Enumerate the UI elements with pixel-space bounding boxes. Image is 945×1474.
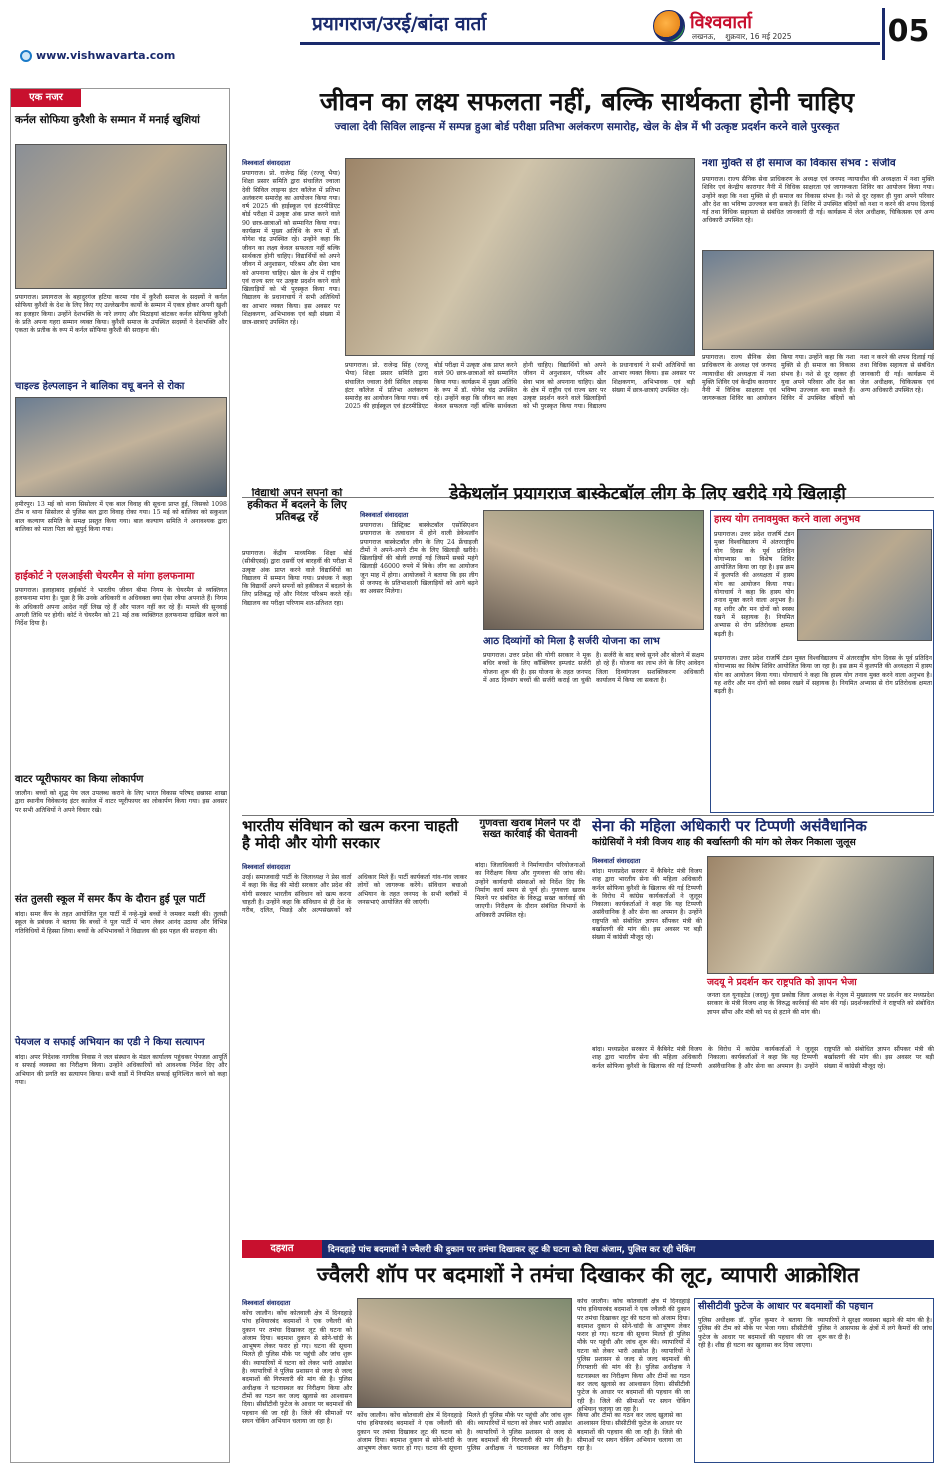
cctv-headline: सीसीटीवी फुटेज के आधार पर बदमाशों की पहचान (698, 1301, 874, 1312)
sofia-photo (15, 144, 227, 289)
sena-photo (707, 856, 934, 974)
lic-headline: हाईकोर्ट ने एलआईसी चेयरमैन से मांगा हलफनामा (15, 571, 195, 582)
hasya-headline: हास्य योग तनावमुक्त करने वाला अनुभव (714, 514, 861, 525)
jewellery-photo (357, 1298, 572, 1408)
basketball-headline: डेकेथलॉन प्रयागराज बास्केटबॉल लीग के लिए खरीदे गये खिलाड़ी (449, 484, 846, 504)
sena-story (592, 818, 934, 1220)
basketball-photo (483, 510, 704, 630)
lead-body-1: प्रयागराज। प्रो. राजेन्द्र सिंह (रज्जू भैया) शिक्षा प्रसार समिति द्वारा संचालित ज्वाला देवी सिविल लाइन्स इंटर कॉलेज में प्रतिभा अलंकरण समारोह का आयोजन किया गया। वर्ष 2025 की हाईस्कूल एवं इंटरमीडिएट बोर्ड परीक्षा में उत्कृष्ट अंक प्राप्त करने वाले 90 छात्र-छात्राओं को सम्मानित किया गया। कार्यक्रम में मुख्य अतिथि के रूप में डॉ. योगेश चंद्र उपस्थित रहे। उन्होंने कहा कि जीवन का लक्ष्य केवल सफलता नहीं बल्कि सार्थकता होनी चाहिए। विद्यार्थियों को अपने जीवन में अनुशासन, परिश्रम और सेवा भाव को अपनाना चाहिए। खेल के क्षेत्र में राष्ट्रीय एवं राज्य स्तर पर उत्कृष्ट प्रदर्शन करने वाले खिलाड़ियों को भी पुरस्कृत किया गया। विद्यालय के प्रधानाचार्य ने सभी अतिथियों का आभार व्यक्त किया। इस अवसर पर शिक्षकगण, अभिभावक एवं बड़ी संख्या में छात्र-छात्राएं उपस्थित रहे। (242, 170, 340, 327)
cctv-box (694, 1298, 934, 1463)
hasya-box (710, 510, 934, 813)
lead-headline: जीवन का लक्ष्य सफलता नहीं, बल्कि सार्थकता होनी चाहिए (319, 87, 855, 116)
water-supply-body: बांदा। अपर निदेशक नागरिक निवास ने जल संस्थान के मंडल कार्यालय पहुंचकर पेयजल आपूर्ति व सफाई व्यवस्था का निरीक्षण किया। उन्होंने अधिकारियों को आवश्यक निर्देश दिए और अभियान की प्रगति का सत्यापन किया। सभी वार्डों में नियमित सफाई सुनिश्चित करने को कहा गया। (15, 1054, 227, 1086)
issue-date: लखनऊ, शुक्रवार, 16 मई 2025 (692, 32, 792, 41)
surgery-headline: आठ दिव्यांगों को मिला है सर्जरी योजना का लाभ (483, 636, 660, 647)
gunvatta-body: बांदा। जिलाधिकारी ने निर्माणाधीन परियोजनाओं का निरीक्षण किया और गुणवत्ता की जांच की। उन्होंने कार्यदायी संस्थाओं को निर्देश दिए कि निर्माण कार्य समय से पूर्ण हो। गुणवत्ता खराब मिलने पर संबंधित के विरुद्ध सख्त कार्रवाई की जाएगी। निरीक्षण के दौरान संबंधित विभागों के अधिकारी उपस्थित रहे। (475, 862, 585, 919)
section-title: प्रयागराज/उरई/बांदा वार्ता (312, 13, 487, 35)
left-column (10, 88, 230, 1463)
jewellery-body-1: कोंच जालौन। कोंच कोतवाली क्षेत्र में दिनदहाड़े पांच हथियारबंद बदमाशों ने एक ज्वैलरी की दुकान पर तमंचा दिखाकर लूट की घटना को अंजाम दिया। बदमाश दुकान से सोने-चांदी के आभूषण लेकर फरार हो गए। घटना की सूचना मिलते ही पुलिस मौके पर पहुंची और जांच शुरू की। व्यापारियों में घटना को लेकर भारी आक्रोश है। व्यापारियों ने पुलिस प्रशासन से जल्द से जल्द बदमाशों की गिरफ्तारी की मांग की है। पुलिस अधीक्षक ने घटनास्थल का निरीक्षण किया और टीमों का गठन कर जल्द खुलासे का आश्वासन दिया। सीसीटीवी फुटेज के आधार पर बदमाशों की पहचान की जा रही है। जिले की सीमाओं पर सघन चेकिंग अभियान चलाया जा रहा है। (242, 1310, 352, 1425)
sena-byline: विश्ववार्ता संवाददाता (592, 857, 641, 865)
nasha-headline: नशा मुक्ति से ही समाज का विकास संभव : संजीव (702, 158, 896, 169)
jdu-body: जनता दल यूनाइटेड (जदयू) युवा प्रकोष्ठ जिला अध्यक्ष के नेतृत्व में मुख्यालय पर प्रदर्शन कर मध्यप्रदेश सरकार के मंत्री विजय शाह के विरुद्ध कार्रवाई की मांग की गई। प्रदर्शनकारियों ने राष्ट्रपति को संबोधित ज्ञापन सौंपा और मंत्री को पद से हटाने की मांग की। (707, 992, 934, 1016)
basketball-body: प्रयागराज। डिस्ट्रिक्ट बास्केटबॉल एसोसिएशन प्रयागराज के तत्वाधान में होने वाली डेकेथलॉन प्रयागराज बास्केटबॉल लीग के लिए 24 फ्रेंचाइजी टीमों ने अपने-अपने टीम के लिए खिलाड़ी खरीदे। खिलाड़ियों की बोली लगाई गई जिसमें सबसे महंगे खिलाड़ी 46000 रुपये में बिके। लीग का आयोजन जून माह में होगा। आयोजकों ने बताया कि इस लीग से जनपद के प्रतिभाशाली खिलाड़ियों को आगे बढ़ने का अवसर मिलेगा। (360, 522, 478, 596)
nasha-photo (702, 250, 934, 350)
sena-body-1: बांदा। मध्यप्रदेश सरकार में कैबिनेट मंत्री विजय शाह द्वारा भारतीय सेना की महिला अधिकारी कर्नल सोफिया कुरैशी के खिलाफ की गई टिप्पणी के विरोध में कांग्रेस कार्यकर्ताओं ने जुलूस निकाला। कार्यकर्ताओं ने कहा कि यह टिप्पणी असंवैधानिक है और सेना का अपमान है। उन्होंने राष्ट्रपति को संबोधित ज्ञापन सौंपकर मंत्री की बर्खास्तगी की मांग की। इस अवसर पर बड़ी संख्या में कांग्रेसी मौजूद रहे। (592, 868, 702, 942)
hasya-body-2: प्रयागराज। उत्तर प्रदेश राजर्षि टंडन मुक्त विश्वविद्यालय में अंतरराष्ट्रीय योग दिवस के पूर्व प्रतिदिन योगाभ्यास का विशेष शिविर आयोजित किया जा रहा है। इस क्रम में कुलपति की अध्यक्षता में हास्य योग का आयोजन किया गया। योगाचार्य ने कहा कि हास्य योग तनाव मुक्त करने वाला अनुभव है। यह शरीर और मन दोनों को स्वस्थ रखने में सहायक है। नियमित अभ्यास से रोग प्रतिरोधक क्षमता बढ़ती है। (714, 655, 932, 696)
pool-party-headline: संत तुलसी स्कूल में समर कैंप के दौरान हुई पूल पार्टी (15, 894, 206, 905)
vidyarthi-headline: विद्यार्थी अपने सपनों को हकीकत में बदलने के लिए प्रतिबद्ध रहें (247, 488, 347, 523)
jewellery-byline: विश्ववार्ता संवाददाता (242, 1299, 291, 1307)
sena-body-2: बांदा। मध्यप्रदेश सरकार में कैबिनेट मंत्री विजय शाह द्वारा भारतीय सेना की महिला अधिकारी कर्नल सोफिया कुरैशी के खिलाफ की गई टिप्पणी के विरोध में कांग्रेस कार्यकर्ताओं ने जुलूस निकाला। कार्यकर्ताओं ने कहा कि यह टिप्पणी असंवैधानिक है और सेना का अपमान है। उन्होंने राष्ट्रपति को संबोधित ज्ञापन सौंपकर मंत्री की बर्खास्तगी की मांग की। इस अवसर पर बड़ी संख्या में कांग्रेसी मौजूद रहे। (592, 1046, 934, 1070)
sofia-body: प्रयागराज। प्रयागराज के बहादुरगंज हटिया करमा गांव में कुरैशी समाज के सदस्यों ने कर्नल सोफिया कुरैशी के देश के लिए किए गए उल्लेखनीय कार्यों के सम्मान में एकत्र होकर अपनी खुशी का इजहार किया। उन्होंने देशभक्ति के नारे लगाए और मिठाइयां बांटकर कर्नल सोफिया कुरैशी के प्रति अपना गहरा सम्मान व्यक्त किया। कुरैशी समाज के उपस्थित सदस्यों ने देशभक्ति और एकता के प्रतीक के रूप में कर्नल सोफिया कुरैशी की सराहना की। (15, 294, 227, 335)
sena-headline: सेना की महिला अधिकारी पर टिप्पणी असंवैधानिक (592, 818, 867, 835)
sofia-headline: कर्नल सोफिया कुरैशी के सम्मान में मनाई खुशियां (15, 114, 200, 126)
gunvatta-headline: गुणवत्ता खराब मिलने पर दी सख्त कार्रवाई की चेतावनी (479, 818, 581, 841)
lead-byline: विश्ववार्ता संवाददाता (242, 159, 291, 167)
masthead-divider (300, 42, 880, 45)
jewellery-story (242, 1298, 690, 1463)
samvidhan-story (242, 818, 467, 1220)
brand-logo-icon (653, 10, 685, 42)
surgery-body: प्रयागराज। उत्तर प्रदेश की योगी सरकार ने मूक बधिर बच्चों के लिए कॉक्लियर इम्प्लांट सर्जरी योजना शुरू की है। इस योजना के तहत जनपद में आठ दिव्यांग बच्चों की सर्जरी कराई जा चुकी है। सर्जरी के बाद बच्चे सुनने और बोलने में सक्षम हो रहे हैं। योजना का लाभ लेने के लिए आवेदन जिला दिव्यांगजन सशक्तिकरण अधिकारी कार्यालय में किया जा सकता है। (483, 652, 704, 684)
water-purifier-headline: वाटर प्यूरीफायर का किया लोकार्पण (15, 774, 144, 785)
vidyarthi-body: प्रयागराज। केंद्रीय माध्यमिक शिक्षा बोर्ड (सीबीएसई) द्वारा दसवीं एवं बारहवीं की परीक्षा में उत्कृष्ट अंक प्राप्त करने वाले विद्यार्थियों का विद्यालय में सम्मान किया गया। प्रबंधक ने कहा कि विद्यार्थी अपने सपनों को हकीकत में बदलने के लिए प्रतिबद्ध रहें और निरंतर परिश्रम करते रहें। विद्यालय का परीक्षा परिणाम शत-प्रतिशत रहा। (242, 550, 352, 607)
jdu-headline: जदयू ने प्रदर्शन कर राष्ट्रपति को ज्ञापन भेजा (707, 977, 857, 988)
jewellery-headline: ज्वैलरी शॉप पर बदमाशों ने तमंचा दिखाकर की लूट, व्यापारी आक्रोशित (316, 1263, 860, 1287)
dahshat-band (242, 1240, 934, 1258)
child-helpline-photo (15, 397, 227, 497)
brand-name: विश्ववार्ता (690, 12, 752, 33)
lead-photo (345, 158, 695, 356)
globe-icon (20, 50, 32, 62)
basketball-byline: विश्ववार्ता संवाददाता (360, 511, 409, 519)
lead-subhead: ज्वाला देवी सिविल लाइन्स में सम्पन्न हुआ बोर्ड परीक्षा प्रतिभा अलंकरण समारोह, खेल के क्षेत्र में भी उत्कृष्ट प्रदर्शन करने वाले पुरस्कृत (334, 121, 840, 133)
samvidhan-byline: विश्ववार्ता संवाददाता (242, 863, 291, 871)
cctv-body: पुलिस अधीक्षक डॉ. दुर्गेश कुमार ने बताया कि पुलिस की टीम को मौके पर भेजा गया। सीसीटीवी फुटेज के आधार पर बदमाशों की पहचान की जा रही है। शीघ्र ही घटना का खुलासा कर दिया जाएगा। व्यापारियों ने सुरक्षा व्यवस्था बढ़ाने की मांग की है। पुलिस ने आसपास के क्षेत्रों में लगे कैमरों की जांच शुरू कर दी है। (698, 1317, 932, 1349)
nasha-body-2: प्रयागराज। राज्य सैनिक सेवा प्राधिकरण के अध्यक्ष एवं जनपद न्यायाधीश की अध्यक्षता में नशा मुक्ति शिविर एवं केन्द्रीय कारागार नैनी में विधिक साक्षरता एवं जागरूकता शिविर का आयोजन किया गया। उन्होंने कहा कि नशा मुक्ति से ही समाज का विकास संभव है। नशे से दूर रहकर ही युवा अपने परिवार और देश का भविष्य उज्ज्वल बना सकते हैं। शिविर में उपस्थित बंदियों को नशा न करने की शपथ दिलाई गई तथा विधिक सहायता से संबंधित जानकारी दी गई। कार्यक्रम में जेल अधीक्षक, चिकित्सक एवं अन्य अधिकारी उपस्थित रहे। (702, 354, 934, 403)
jewellery-body-3: कोंच जालौन। कोंच कोतवाली क्षेत्र में दिनदहाड़े पांच हथियारबंद बदमाशों ने एक ज्वैलरी की दुकान पर तमंचा दिखाकर लूट की घटना को अंजाम दिया। बदमाश दुकान से सोने-चांदी के आभूषण लेकर फरार हो गए। घटना की सूचना मिलते ही पुलिस मौके पर पहुंची और जांच शुरू की। व्यापारियों में घटना को लेकर भारी आक्रोश है। व्यापारियों ने पुलिस प्रशासन से जल्द से जल्द बदमाशों की गिरफ्तारी की मांग की है। पुलिस अधीक्षक ने घटनास्थल का निरीक्षण किया और टीमों का गठन कर जल्द खुलासे का आश्वासन दिया। सीसीटीवी फुटेज के आधार पर बदमाशों की पहचान की जा रही है। जिले की सीमाओं पर सघन चेकिंग अभियान चलाया जा रहा है। (577, 1298, 690, 1413)
lead-story (242, 158, 698, 493)
vidyarthi-story (242, 488, 352, 813)
nasha-box (702, 158, 934, 493)
dahshat-kicker: दिनदहाड़े पांच बदमाशों ने ज्वैलरी की दुकान पर तमंचा दिखाकर लूट की घटना को दिया अंजाम, पुलिस कर रही चेकिंग (328, 1245, 696, 1255)
lic-body: प्रयागराज। इलाहाबाद हाईकोर्ट ने भारतीय जीवन बीमा निगम के चेयरमैन से व्यक्तिगत हलफनामा मांगा है। पूछा है कि उनके अधिकारी व अधिवक्ता क्या ऐसा रवैया अपनाते हैं। निगम के अधिकारी अपना आदेश नहीं लिख रहे हैं और पालन नहीं कर रहे हैं। मामले की सुनवाई अगली तिथि पर होगी। कोर्ट ने चेयरमैन को 21 मई तक व्यक्तिगत हलफनामा दाखिल करने का निर्देश दिया है। (15, 587, 227, 628)
child-helpline-headline: चाइल्ड हेल्पलाइन ने बालिका वधू बनने से रोका (15, 381, 185, 392)
jewellery-body-2: कोंच जालौन। कोंच कोतवाली क्षेत्र में दिनदहाड़े पांच हथियारबंद बदमाशों ने एक ज्वैलरी की दुकान पर तमंचा दिखाकर लूट की घटना को अंजाम दिया। बदमाश दुकान से सोने-चांदी के आभूषण लेकर फरार हो गए। घटना की सूचना मिलते ही पुलिस मौके पर पहुंची और जांच शुरू की। व्यापारियों में घटना को लेकर भारी आक्रोश है। व्यापारियों ने पुलिस प्रशासन से जल्द से जल्द बदमाशों की गिरफ्तारी की मांग की है। पुलिस अधीक्षक ने घटनास्थल का निरीक्षण किया और टीमों का गठन कर जल्द खुलासे का आश्वासन दिया। सीसीटीवी फुटेज के आधार पर बदमाशों की पहचान की जा रही है। जिले की सीमाओं पर सघन चेकिंग अभियान चलाया जा रहा है। (357, 1412, 682, 1453)
ek-nazar-badge: एक नजर (11, 89, 81, 107)
nasha-body-1: प्रयागराज। राज्य सैनिक सेवा प्राधिकरण के अध्यक्ष एवं जनपद न्यायाधीश की अध्यक्षता में नशा मुक्ति शिविर एवं केन्द्रीय कारागार नैनी में विधिक साक्षरता एवं जागरूकता शिविर का आयोजन किया गया। उन्होंने कहा कि नशा मुक्ति से ही समाज का विकास संभव है। नशे से दूर रहकर ही युवा अपने परिवार और देश का भविष्य उज्ज्वल बना सकते हैं। शिविर में उपस्थित बंदियों को नशा न करने की शपथ दिलाई गई तथा विधिक सहायता से संबंधित जानकारी दी गई। कार्यक्रम में जेल अधीक्षक, चिकित्सक एवं अन्य अधिकारी उपस्थित रहे। (702, 176, 934, 225)
water-purifier-body: जालौन। बच्चों को शुद्ध पेय जल उपलब्ध कराने के लिए भारत विकास परिषद छन्नासा शाखा द्वारा स्थानीय विवेकानंद इंटर कालेज में वाटर प्यूरीफायर का लोकार्पण किया गया। इस अवसर पर सभी अतिथियों ने अपने विचार रखे। (15, 790, 227, 814)
masthead-bar (10, 8, 935, 64)
child-helpline-body: हमीरपुर। 13 मई को थाना सिसोलर में एक बाल विवाह की सूचना प्राप्त हुई, जिसको 1098 टीम व थाना सिसोलर से पुलिस बल द्वारा विवाह रोका गया। 15 मई को बालिका को सकुशल बाल कल्याण समिति के समक्ष प्रस्तुत किया गया। बाल कल्याण समिति ने अनावश्यक द्वारा बालिका को माता पिता को सुपुर्द किया गया। (15, 501, 227, 533)
samvidhan-headline: भारतीय संविधान को खत्म करना चाहती है मोदी और योगी सरकार (242, 818, 459, 852)
dahshat-label: दहशत (242, 1240, 322, 1258)
sena-subhead: कांग्रेसियों ने मंत्री विजय शाह की बर्खास्तगी की मांग को लेकर निकाला जुलूस (592, 837, 856, 848)
divider-mid (242, 815, 934, 816)
lead-body-2: प्रयागराज। प्रो. राजेन्द्र सिंह (रज्जू भैया) शिक्षा प्रसार समिति द्वारा संचालित ज्वाला देवी सिविल लाइन्स इंटर कॉलेज में प्रतिभा अलंकरण समारोह का आयोजन किया गया। वर्ष 2025 की हाईस्कूल एवं इंटरमीडिएट बोर्ड परीक्षा में उत्कृष्ट अंक प्राप्त करने वाले 90 छात्र-छात्राओं को सम्मानित किया गया। कार्यक्रम में मुख्य अतिथि के रूप में डॉ. योगेश चंद्र उपस्थित रहे। उन्होंने कहा कि जीवन का लक्ष्य केवल सफलता नहीं बल्कि सार्थकता होनी चाहिए। विद्यार्थियों को अपने जीवन में अनुशासन, परिश्रम और सेवा भाव को अपनाना चाहिए। खेल के क्षेत्र में राष्ट्रीय एवं राज्य स्तर पर उत्कृष्ट प्रदर्शन करने वाले खिलाड़ियों को भी पुरस्कृत किया गया। विद्यालय के प्रधानाचार्य ने सभी अतिथियों का आभार व्यक्त किया। इस अवसर पर शिक्षकगण, अभिभावक एवं बड़ी संख्या में छात्र-छात्राएं उपस्थित रहे। (345, 362, 695, 411)
samvidhan-body: उरई। समाजवादी पार्टी के जिलाध्यक्ष ने प्रेस वार्ता में कहा कि केंद्र की मोदी सरकार और प्रदेश की योगी सरकार भारतीय संविधान को खत्म करना चाहती है। उन्होंने कहा कि संविधान से ही देश के गरीब, दलित, पिछड़े और अल्पसंख्यकों को अधिकार मिले हैं। पार्टी कार्यकर्ता गांव-गांव जाकर लोगों को जागरूक करेंगे। संविधान बचाओ अभियान के तहत जनपद के सभी ब्लॉकों में जनसभाएं आयोजित की जाएंगी। (242, 874, 467, 915)
hasya-photo (797, 529, 932, 641)
pool-party-body: बांदा। समर कैंप के तहत आयोजित पूल पार्टी में नन्हे-मुन्ने बच्चों ने जमकर मस्ती की। तुलसी स्कूल के प्रबंधक ने बताया कि बच्चों ने पूल पार्टी में भाग लेकर आनंद उठाया और विभिन्न गतिविधियों में हिस्सा लिया। बच्चों के अभिभावकों ने विद्यालय की इस पहल की सराहना की। (15, 911, 227, 935)
page-number: 05 (882, 8, 932, 60)
hasya-body-1: प्रयागराज। उत्तर प्रदेश राजर्षि टंडन मुक्त विश्वविद्यालय में अंतरराष्ट्रीय योग दिवस के पूर्व प्रतिदिन योगाभ्यास का विशेष शिविर आयोजित किया जा रहा है। इस क्रम में कुलपति की अध्यक्षता में हास्य योग का आयोजन किया गया। योगाचार्य ने कहा कि हास्य योग तनाव मुक्त करने वाला अनुभव है। यह शरीर और मन दोनों को स्वस्थ रखने में सहायक है। नियमित अभ्यास से रोग प्रतिरोधक क्षमता बढ़ती है। (714, 531, 794, 638)
basketball-story (360, 510, 704, 813)
water-supply-headline: पेयजल व सफाई अभियान का एडी ने किया सत्यापन (15, 1037, 205, 1048)
gunvatta-story (475, 818, 585, 1220)
website-link[interactable]: www.vishwavarta.com (36, 49, 176, 62)
